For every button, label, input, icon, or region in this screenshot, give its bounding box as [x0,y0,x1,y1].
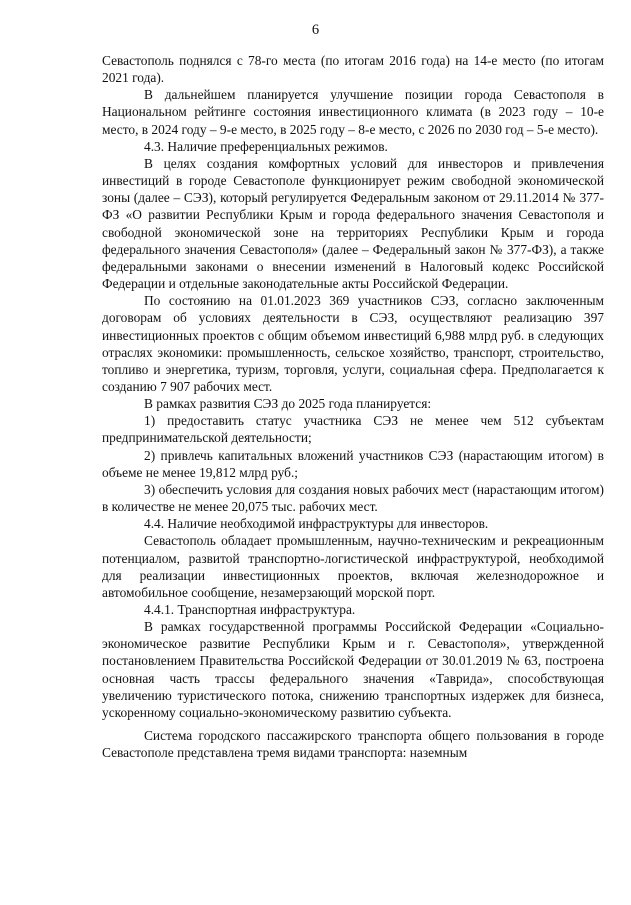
page-number: 6 [311,22,320,38]
paragraph-sez-regime: В целях создания комфортных условий для инвесторов и привлечения инвестиций в городе Севастополе функционирует режим свободной экономической зоны (далее – СЭЗ), который регулируется Федеральным законом от 29.11.2014 № 377-ФЗ «О развитии Республики Крым и города федерального значения Севастополя и свободной экономической зоне на территориях Республики Крым и города федерального значения Севастополя» (далее – Федеральный закон № 377-ФЗ), а также федеральными законами о внесении изменений в Налоговый кодекс Российской Федерации и отдельные законодательные акты Российской Федерации. [102,155,604,292]
section-heading-4-4-1: 4.4.1. Транспортная инфраструктура. [144,602,356,617]
paragraph-ranking-plan: В дальнейшем планируется улучшение позиции города Севастополя в Национальном рейтинге состояния инвестиционного климата (в 2023 году – 10-е место, в 2024 году – 9-е место, в 2025 году – 8-е место, с 2026 по 2030 год – 5-е место). [102,87,604,137]
paragraph-sez-plans-intro: В рамках развития СЭЗ до 2025 года планируется: [144,396,432,412]
paragraph-infrastructure: Севастополь обладает промышленным, научно-техническим и рекреационным потенциалом, развитой транспортно-логистической инфраструктурой, необходимой для реализации инвестиционных проектов, включая железнодорожное и автомобильное сообщение, незамерзающий морской порт. [102,533,604,600]
section-heading-4-4: 4.4. Наличие необходимой инфраструктуры для инвесторов. [144,516,489,532]
paragraph-ranking-result: Севастополь поднялся с 78-го места (по итогам 2016 года) на 14-е место (по итогам 2021 года). [102,53,604,86]
list-item-sez-plan-2: 2) привлечь капитальных вложений участников СЭЗ (нарастающим итогом) в объеме не менее 19,812 млрд руб.; [102,447,604,480]
section-heading-4-3: 4.3. Наличие преференциальных режимов. [144,138,388,154]
paragraph-tavrida-highway: В рамках государственной программы Российской Федерации «Социально-экономическое развитие Республики Крым и г. Севастополя», утвержденной постановлением Правительства Российской Федерации от 30.01.2019 № 63, построена основная часть трассы федерального значения «Таврида», способствующая увеличению туристического потока, снижению транспортных издержек для бизнеса, ускоренному социально-экономическому развитию субъекта. [102,619,604,720]
list-item-sez-plan-1: 1) предоставить статус участника СЭЗ не менее чем 512 субъектам предпринимательской деятельности; [102,413,604,446]
list-item-sez-plan-3: 3) обеспечить условия для создания новых рабочих мест (нарастающим итогом) в количестве не менее 20,075 тыс. рабочих мест. [102,481,604,515]
paragraph-public-transport: Система городского пассажирского транспорта общего пользования в городе Севастополе представлена тремя видами транспорта: наземным [102,728,604,761]
paragraph-sez-participants: По состоянию на 01.01.2023 369 участников СЭЗ, согласно заключенным договорам об условиях деятельности в СЭЗ, осуществляют реализацию 397 инвестиционных проектов с общим объемом инвестиций 6,988 млрд руб. в следующих отраслях экономики: промышленность, сельское хозяйство, транспорт, строительство, топливо и энергетика, туризм, торговля, услуги, социальная сфера. Предполагается к созданию 7 907 рабочих мест. [102,293,604,394]
document-body [102,52,604,761]
